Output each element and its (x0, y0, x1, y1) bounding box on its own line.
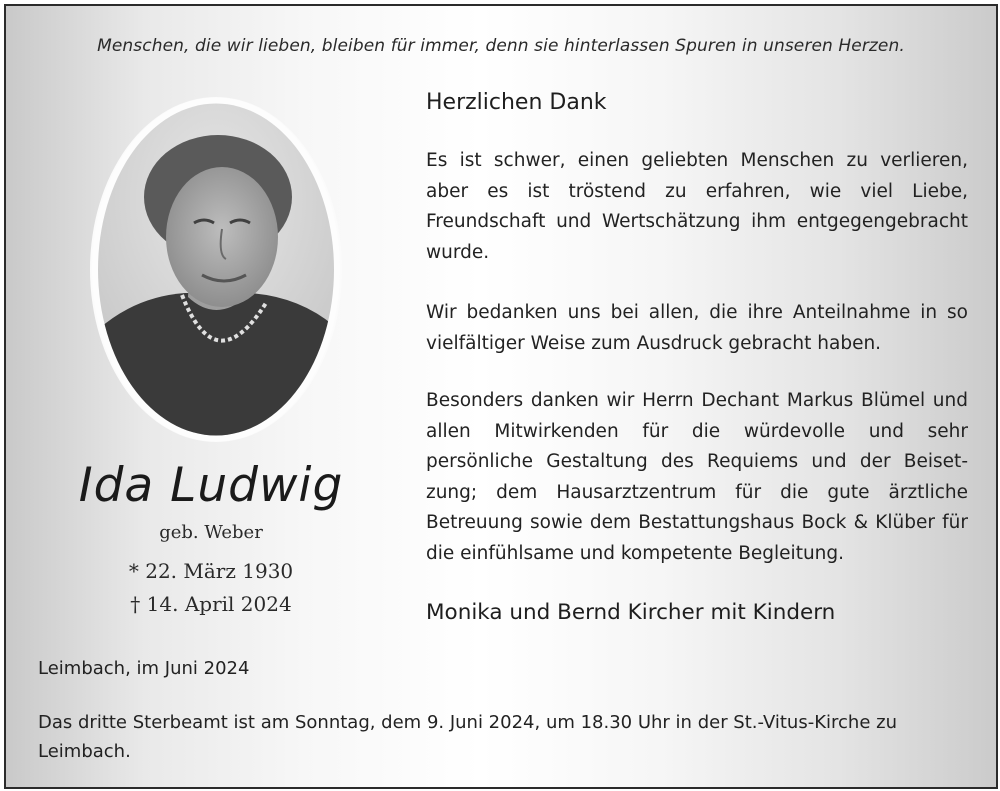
deceased-name: Ida Ludwig (78, 458, 344, 513)
thanks-paragraph-3: Besonders danken wir Herrn Dechant Markus Blümel und allen Mitwirkenden für die würdevolle und sehr persönliche Gestaltung des Requiems und der Beisetzung; dem Hausarztzentrum für die gute ärztliche Betreuung sowie dem Bestattungshaus Bock & Klüber für die einfühlsame und kompetente Begleitung. (426, 390, 968, 564)
motto-text: Menschen, die wir lieben, bleiben für immer, denn sie hinterlassen Spuren in unseren Herzen. (97, 36, 905, 56)
death-date: † 14. April 2024 (130, 592, 292, 616)
thanks-paragraph-1: Es ist schwer, einen geliebten Menschen zu verlieren, aber es ist tröstend zu erfahren, wie viel Liebe, Freundschaft und Wertschätzung ihm entgegengebracht wurde. (426, 150, 968, 263)
birth-date: * 22. März 1930 (128, 559, 294, 583)
thanks-paragraph-2: Wir bedanken uns bei allen, die ihre Anteilnahme in so vielfältiger Weise zum Ausdruck gebracht haben. (426, 302, 968, 354)
mass-notice: Das dritte Sterbeamt ist am Sonntag, dem 9. Juni 2024, um 18.30 Uhr in der St.-Vitus-Kirche zu Leimbach. (38, 712, 897, 762)
place-date: Leimbach, im Juni 2024 (38, 658, 250, 679)
obituary-card (4, 4, 998, 789)
portrait-photo (90, 97, 342, 442)
portrait-image (90, 97, 342, 442)
thanks-heading: Herzlichen Dank (426, 90, 607, 115)
family-signature: Monika und Bernd Kircher mit Kindern (426, 600, 836, 625)
maiden-name: geb. Weber (159, 522, 263, 543)
